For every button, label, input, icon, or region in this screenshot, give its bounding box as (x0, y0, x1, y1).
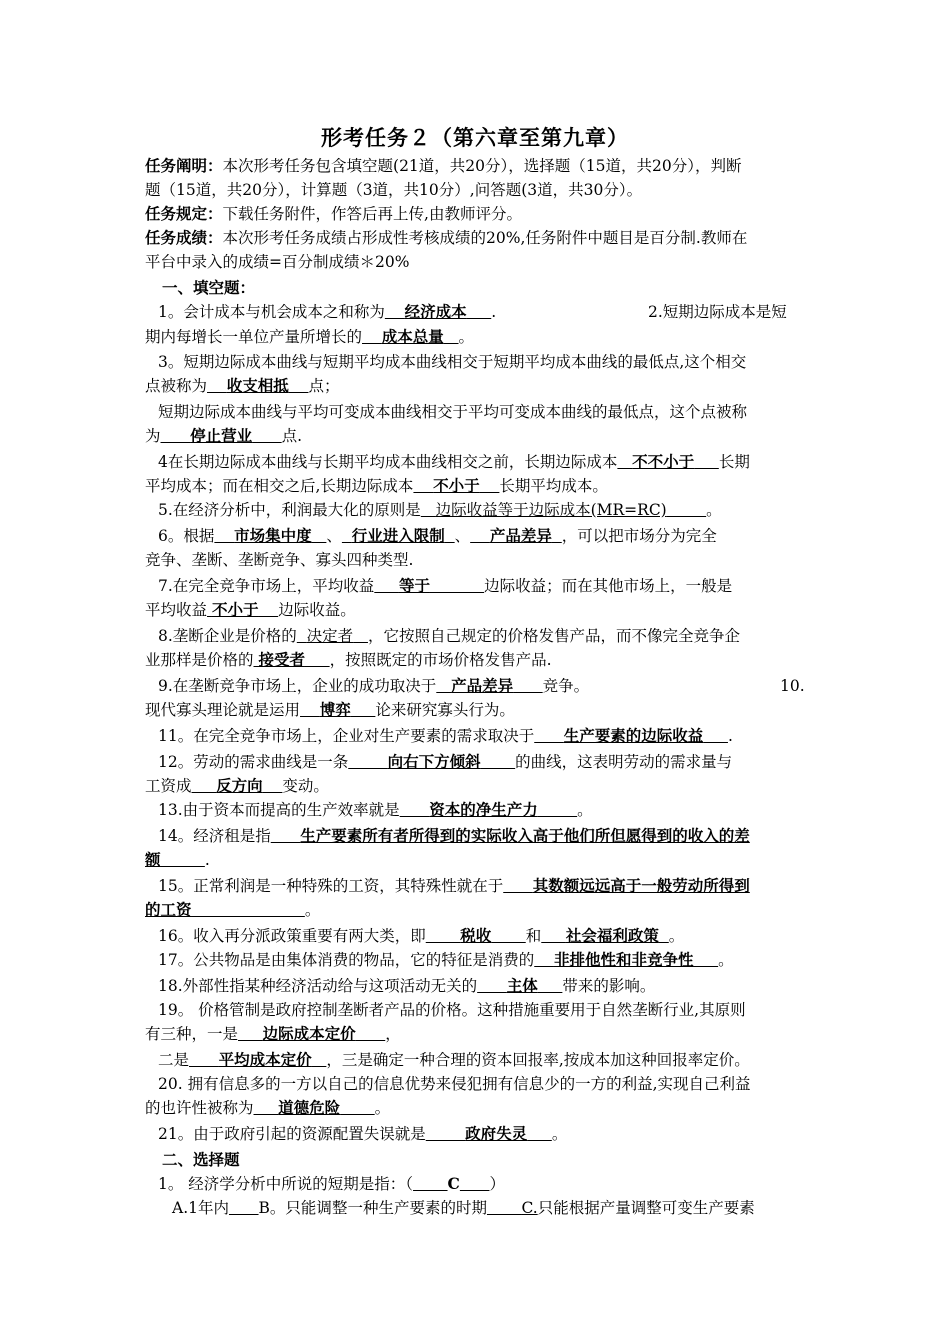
blank-underline (312, 1051, 327, 1069)
blank-underline (430, 577, 484, 595)
blank-underline (617, 453, 632, 471)
blank-underline (342, 527, 352, 545)
answer-text: 社会福利政策 (565, 926, 659, 945)
blank-underline (534, 727, 564, 745)
blank-underline (703, 727, 728, 745)
blank-underline (667, 501, 706, 519)
question-text: 17。公共物品是由集体消费的物品，它的特征是消费的 (158, 951, 535, 969)
blank-underline (436, 677, 451, 695)
blank-underline (312, 527, 327, 545)
question-text: 二是 (158, 1051, 190, 1069)
answer-text: 非排他性和非竞争性 (553, 950, 694, 969)
question-6: 6。根据 市场集中度 、 行业进入限制 、 产品差异 ，可以把市场分为完全 (158, 526, 717, 545)
question-text: 带来的影响。 (562, 977, 656, 995)
question-text: 本次形考任务包含填空题(21道，共20分），选择题（15道，共20分），判断 (222, 157, 742, 175)
blank-underline (161, 427, 191, 445)
question-text: 1。会计成本与机会成本之和称为 (158, 303, 385, 321)
answer-text: 的工资 (145, 900, 192, 919)
blank-underline (421, 501, 436, 519)
blank-underline (693, 951, 718, 969)
question-14-line-2 (145, 850, 210, 870)
blank-underline (413, 477, 433, 495)
answer-text: 市场集中度 (234, 526, 312, 545)
answer-text: 决定者 (306, 627, 354, 645)
answer-text: 只能根据产量调整可变生产要素 (537, 1199, 755, 1217)
blank-underline (527, 1125, 552, 1143)
question-8-line-2 (145, 650, 552, 670)
blank-underline (300, 701, 320, 719)
question-text: 为 (145, 427, 161, 445)
blank-underline (348, 753, 387, 771)
question-text: 平均成本；而在相交之后,长期边际成本 (145, 477, 414, 495)
question-text: 点被称为 (145, 377, 208, 395)
answer-text: 其数额远远高于一般劳动所得到 (532, 876, 750, 895)
answer-text: 平均成本定价 (218, 1050, 312, 1069)
blank-underline (238, 1025, 263, 1043)
answer-text: B。只能调整一种生产要素的时期 (258, 1199, 487, 1217)
question-19-line-3 (158, 1050, 750, 1070)
answer-text: 主体 (506, 976, 538, 995)
question-text: 论来研究寡头行为。 (375, 701, 515, 719)
question-16 (158, 926, 684, 946)
desc-label: 任务阐明： (145, 156, 223, 175)
answer-text: 生产要素所有者所得到的实际收入高于他们所但愿得到的收入的差 (300, 826, 750, 845)
question-text: 有三种，一是 (145, 1025, 239, 1043)
question-text: 。 (551, 1125, 568, 1143)
question-text: 边际收益。 (278, 601, 356, 619)
question-text: . (204, 851, 210, 869)
question-10 (145, 700, 515, 720)
answer-text: ） (489, 1175, 505, 1193)
blank-underline (552, 527, 562, 545)
question-3b: 短期边际成本曲线与平均可变成本曲线相交于平均可变成本曲线的最低点，这个点被称 (158, 403, 748, 421)
question-20-line-2 (145, 1098, 390, 1118)
intro-line-2: 题（15道，共20分），计算题（3道，共10分）,问答题(3道，共30分）。 (145, 181, 643, 199)
blank-underline (426, 927, 461, 945)
question-12-line-2 (145, 776, 329, 796)
blank-underline (400, 801, 430, 819)
answer-text: 道德危险 (278, 1098, 341, 1117)
score-line-2: 平台中录入的成绩=百分制成绩＊20% (145, 253, 410, 271)
question-6-line-2: 竞争、垄断、垄断竞争、寡头四种类型. (145, 551, 414, 569)
answer-text: 资本的净生产力 (429, 800, 538, 819)
question-text: 现代寡头理论就是运用 (145, 701, 301, 719)
blank-underline (694, 453, 719, 471)
question-text: ，它按照自己规定的价格发售产品，而不像完全竞争企 (367, 627, 740, 645)
blank-underline (207, 377, 227, 395)
blank-underline (252, 427, 282, 445)
answer: 经济成本 (404, 302, 467, 321)
question-text: 21。由于政府引起的资源配置失误就是 (158, 1125, 426, 1143)
answer-text: 向右下方倾斜 (387, 752, 481, 771)
question-text: 竞争。 (542, 677, 590, 695)
blank-underline (356, 1025, 386, 1043)
answer-text: 1。 经济学分析中所说的短期是指：（ (158, 1175, 414, 1193)
question-text: 5.在经济分析中，利润最大化的原则是 (158, 501, 421, 519)
question-text: . (727, 727, 733, 745)
blank-underline (351, 701, 376, 719)
blank-underline (362, 328, 382, 346)
question-text: 9.在垄断竞争市场上，企业的成功取决于 (158, 677, 437, 695)
blank-underline (481, 753, 516, 771)
question-15 (158, 876, 750, 896)
question-text: 期内每增长一单位产量所增长的 (145, 328, 363, 346)
answer-text: 成本总量 (381, 327, 444, 346)
question-text: 18.外部性指某种经济活动给与这项活动无关的 (158, 977, 478, 995)
score-label: 任务成绩： (145, 228, 223, 247)
question-4 (158, 452, 750, 472)
blank-underline (477, 977, 507, 995)
question-text: 。 (458, 328, 475, 346)
question-text: 4在长期边际成本曲线与长期平均成本曲线相交之前，长期边际成本 (158, 453, 618, 471)
question-text: 8.垄断企业是价格的 (158, 627, 297, 645)
blank-underline (470, 527, 490, 545)
answer-text: C. (521, 1199, 538, 1217)
score-line-1 (145, 228, 747, 248)
question-11 (158, 726, 733, 746)
question-12 (158, 752, 732, 772)
question-text: 本次形考任务成绩占形成性考核成绩的20%,任务附件中题目是百分制.教师在 (222, 229, 748, 247)
blank-underline (254, 1099, 279, 1117)
blank-underline (513, 677, 543, 695)
section-fill-blank: 一、填空题： (162, 278, 256, 297)
question-text: . (491, 303, 497, 321)
question-text: 点； (308, 377, 340, 395)
blank-underline (460, 1175, 490, 1193)
question-text: 边际收益；而在其他市场上，一般是 (484, 577, 733, 595)
blank-underline (491, 927, 526, 945)
question-text: 变动。 (282, 777, 329, 795)
blank-underline (444, 328, 459, 346)
answer-text: 不不小于 (632, 452, 695, 471)
question-17 (158, 950, 734, 970)
question-3-line-2 (145, 376, 339, 396)
intro-line-1 (145, 156, 741, 176)
question-14 (158, 826, 750, 846)
blank-underline (192, 901, 305, 919)
blank-underline (297, 627, 307, 645)
question-3: 3。短期边际成本曲线与短期平均成本曲线相交于短期平均成本曲线的最低点,这个相交 (158, 353, 747, 371)
blank-underline (189, 1051, 219, 1069)
question-text: 7.在完全竞争市场上，平均收益 (158, 577, 375, 595)
question-text: 6。根据 (158, 527, 215, 545)
question-15-line-2 (145, 900, 320, 920)
blank-underline (305, 651, 330, 669)
question-8 (158, 626, 740, 646)
question-10-start: 10. (780, 677, 805, 695)
answer-text: 等于 (398, 576, 430, 595)
question-18 (158, 976, 655, 996)
blank-underline (487, 1199, 522, 1217)
answer-text: 反方向 (216, 776, 263, 795)
blank-underline (541, 927, 566, 945)
blank-underline (480, 477, 500, 495)
answer-text: 行业进入限制 (351, 526, 445, 545)
question-text: 15。正常利润是一种特殊的工资，其特殊性就在于 (158, 877, 504, 895)
answer-text: 额 (145, 850, 161, 869)
answer-text: 不小于 (211, 600, 259, 619)
answer-text: 产品差异 (451, 676, 514, 695)
question-2-start: 2.短期边际成本是短 (648, 303, 787, 321)
blank-underline (353, 627, 368, 645)
answer-text: 不小于 (433, 476, 480, 495)
question-text: ， (385, 1025, 401, 1043)
answer-text: 边际成本定价 (262, 1024, 356, 1043)
rule-line (145, 204, 522, 224)
question-text: ，可以把市场分为完全 (561, 527, 717, 545)
blank-underline (503, 877, 533, 895)
question-19-line-2 (145, 1024, 401, 1044)
blank-underline (214, 527, 234, 545)
question-4-line-2 (145, 476, 608, 496)
question-19: 19。 价格管制是政府控制垄断者产品的价格。这种措施重要用于自然垄断行业,其原则 (158, 1001, 746, 1019)
question-7-line-2 (145, 600, 356, 620)
answer-text: 边际收益等于边际成本(MR=RC) (435, 501, 667, 519)
question-text: 。 (304, 901, 321, 919)
question-text: 。 (718, 951, 734, 969)
question-text: 。 (706, 501, 722, 519)
blank-underline (289, 377, 309, 395)
blank-underline (161, 851, 205, 869)
question-2 (145, 327, 474, 347)
blank-underline (271, 827, 301, 845)
choice-1-answer: C (447, 1174, 460, 1193)
blank-underline (258, 601, 278, 619)
blank-underline (534, 951, 554, 969)
blank-underline (340, 1099, 375, 1117)
answer-text: 生产要素的边际收益 (563, 726, 704, 745)
answer-text: 接受者 (258, 650, 305, 669)
blank-underline (263, 777, 283, 795)
choice-1 (158, 1174, 505, 1194)
question-text: 。 (668, 927, 685, 945)
question-text: 业那样是价格的 (145, 651, 254, 669)
answer-text: 博弈 (319, 700, 351, 719)
question-text: 长期 (718, 453, 750, 471)
question-text: 11。在完全竞争市场上，企业对生产要素的需求取决于 (158, 727, 535, 745)
blank-underline (538, 801, 577, 819)
question-text: 的曲线，这表明劳动的需求量与 (515, 753, 733, 771)
section-choice: 二、选择题 (162, 1150, 240, 1169)
choice-1-options (172, 1198, 755, 1218)
answer-text: 产品差异 (489, 526, 552, 545)
blank-underline (445, 527, 455, 545)
question-text: ，三是确定一种合理的资本回报率,按成本加这种回报率定价。 (326, 1051, 750, 1069)
question-text: 。 (374, 1099, 391, 1117)
blank-underline (659, 927, 669, 945)
question-13 (158, 800, 593, 820)
question-3b-line-2 (145, 426, 302, 446)
question-text: 的也许性被称为 (145, 1099, 254, 1117)
blank-underline (192, 777, 217, 795)
answer-text: 税收 (460, 926, 492, 945)
blank-underline (538, 977, 563, 995)
question-text: 点. (281, 427, 303, 445)
answer-text: A.1年内 (172, 1199, 229, 1217)
rule-label: 任务规定： (145, 204, 223, 223)
question-text: 和 (525, 927, 542, 945)
answer-text: 停止营业 (190, 426, 253, 445)
question-20: 20. 拥有信息多的一方以自己的信息优势来侵犯拥有信息少的一方的利益,实现自己利益 (158, 1075, 751, 1093)
question-text: 平均收益 (145, 601, 208, 619)
document-title: 形考任务２（第六章至第九章） (321, 125, 629, 150)
answer-text: 政府失灵 (465, 1124, 528, 1143)
blank-underline (385, 303, 405, 321)
question-5 (158, 500, 722, 520)
question-7 (158, 576, 732, 596)
question-text: 工资成 (145, 777, 192, 795)
answer-text: 收支相抵 (226, 376, 289, 395)
question-text: 14。经济租是指 (158, 827, 271, 845)
blank-underline (374, 577, 399, 595)
question-21 (158, 1124, 567, 1144)
blank-underline (426, 1125, 465, 1143)
question-text: ，按照既定的市场价格发售产品. (329, 651, 552, 669)
question-text: 12。劳动的需求曲线是一条 (158, 753, 349, 771)
question-text: 16。收入再分派政策重要有两大类，即 (158, 927, 426, 945)
blank-underline (229, 1199, 259, 1217)
blank-underline (413, 1175, 448, 1193)
question-1 (158, 302, 496, 322)
question-text: 。 (577, 801, 593, 819)
question-text: 长期平均成本。 (499, 477, 608, 495)
question-text: 下载任务附件，作答后再上传,由教师评分。 (222, 205, 522, 223)
blank-underline (467, 303, 492, 321)
question-9 (158, 676, 589, 696)
question-text: 13.由于资本而提高的生产效率就是 (158, 801, 400, 819)
